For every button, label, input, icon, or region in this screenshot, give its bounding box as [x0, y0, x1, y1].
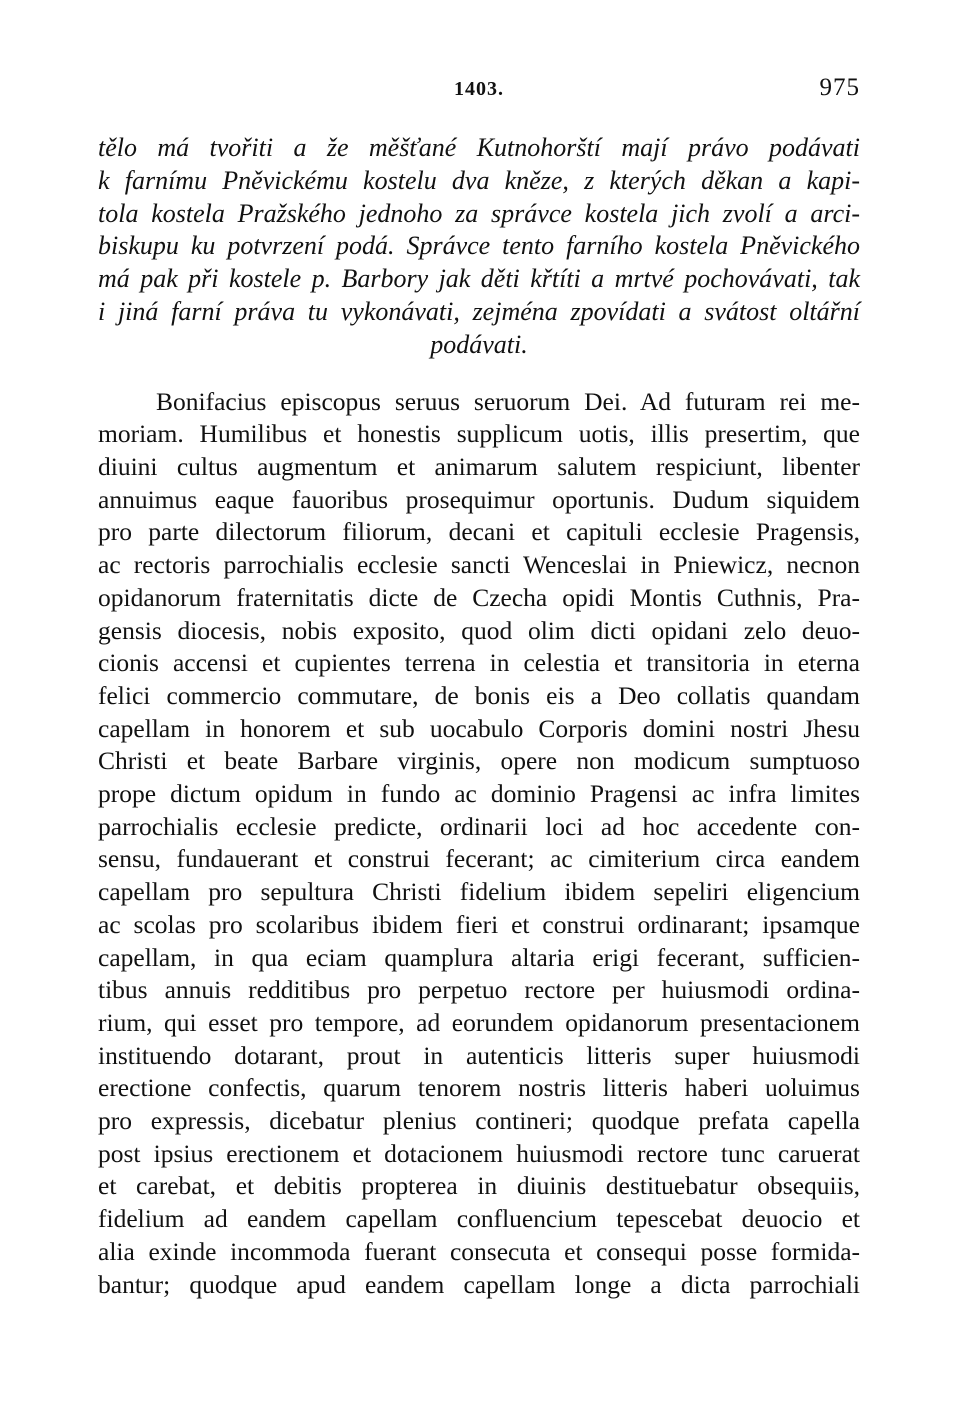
latin-text-line: annuimus eaque fauoribus prosequimur oportunis. Dudum siquidem	[98, 484, 860, 514]
latin-text-line: fidelium ad eandem capellam confluencium tepescebat deuocio et	[98, 1204, 860, 1234]
latin-text-line: prope dictum opidum in fundo ac dominio Pragensi ac infra limites	[98, 779, 860, 809]
latin-text-line: capellam in honorem et sub uocabulo Corporis domini nostri Jhesu	[98, 713, 860, 743]
latin-text-line: cionis accensi et cupientes terrena in celestia et transitoria in eterna	[98, 648, 860, 678]
czech-summary-line: má pak při kostele p. Barbory jak děti křtíti a mrtvé pochovávati, tak	[98, 264, 860, 294]
latin-text-line: moriam. Humilibus et honestis supplicum uotis, illis presertim, que	[98, 419, 860, 449]
czech-summary-line: podávati.	[430, 329, 528, 359]
latin-text-line: post ipsius erectionem et dotacionem huiusmodi rectore tunc caruerat	[98, 1138, 860, 1168]
latin-text-line: sensu, fundauerant et construi fecerant; ac cimiterium circa eandem	[98, 844, 860, 874]
latin-text-line: Christi et beate Barbare virginis, opere non modicum sumptuoso	[98, 746, 860, 776]
latin-text-line: bantur; quodque apud eandem capellam longe a dicta parrochiali	[98, 1269, 860, 1299]
latin-text-line: capellam, in qua eciam quamplura altaria erigi fecerant, sufficien-	[98, 942, 860, 972]
latin-charter-text	[98, 386, 860, 1302]
latin-text-line: erectione confectis, quarum tenorem nostris litteris haberi uoluimus	[98, 1073, 860, 1103]
czech-summary-line: k farnímu Pněvickému kostelu dva kněze, z kterých děkan a kapi-	[98, 165, 860, 195]
latin-text-line: parrochialis ecclesie predicte, ordinarii loci ad hoc accedente con-	[98, 811, 860, 841]
latin-text-line: diuini cultus augmentum et animarum salutem respiciunt, libenter	[98, 451, 860, 481]
czech-summary-line: tělo má tvořiti a že měšťané Kutnohorští mají právo podávati	[98, 133, 860, 162]
latin-text-line: rium, qui esset pro tempore, ad eorundem opidanorum presentacionem	[98, 1007, 860, 1037]
document-page	[98, 70, 860, 1301]
latin-text-line: ac rectoris parrochialis ecclesie sancti Wenceslai in Pniewicz, necnon	[98, 550, 860, 580]
latin-text-line: pro expressis, dicebatur plenius contineri; quodque prefata capella	[98, 1106, 860, 1136]
latin-text-line: capellam pro sepultura Christi fidelium ibidem sepeliri eligencium	[98, 877, 860, 907]
latin-text-line: ac scolas pro scolaribus ibidem fieri et construi ordinarant; ipsamque	[98, 909, 860, 939]
latin-text-line: instituendo dotarant, prout in autenticis litteris super huiusmodi	[98, 1040, 860, 1070]
latin-text-line: pro parte dilectorum filiorum, decani et capituli ecclesie Pragensis,	[98, 517, 860, 547]
latin-text-line: alia exinde incommoda fuerant consecuta et consequi posse formida-	[98, 1236, 860, 1266]
latin-text-line: opidanorum fraternitatis dicte de Czecha opidi Montis Cuthnis, Pra-	[98, 582, 860, 612]
page-number: 975	[819, 74, 860, 101]
page-header	[98, 70, 860, 110]
latin-text-line: felici commercio commutare, de bonis eis a Deo collatis quandam	[98, 680, 860, 710]
czech-summary-line: biskupu ku potvrzení podá. Správce tento farního kostela Pněvického	[98, 231, 860, 261]
latin-text-line: et carebat, et debitis propterea in diuinis destituebatur obsequiis,	[98, 1171, 860, 1201]
running-head-year: 1403.	[454, 78, 504, 100]
czech-summary	[98, 132, 860, 362]
czech-summary-line: tola kostela Pražského jednoho za správce kostela jich zvolí a arci-	[98, 198, 860, 228]
latin-text-line: Bonifacius episcopus seruus seruorum Dei. Ad futuram rei me-	[156, 386, 860, 416]
latin-text-line: tibus annuis redditibus pro perpetuo rectore per huiusmodi ordina-	[98, 975, 860, 1005]
czech-summary-line: i jiná farní práva tu vykonávati, zejména zpovídati a svátost oltářní	[98, 296, 860, 326]
latin-text-line: gensis diocesis, nobis exposito, quod olim dicti opidani zelo deuo-	[98, 615, 860, 645]
